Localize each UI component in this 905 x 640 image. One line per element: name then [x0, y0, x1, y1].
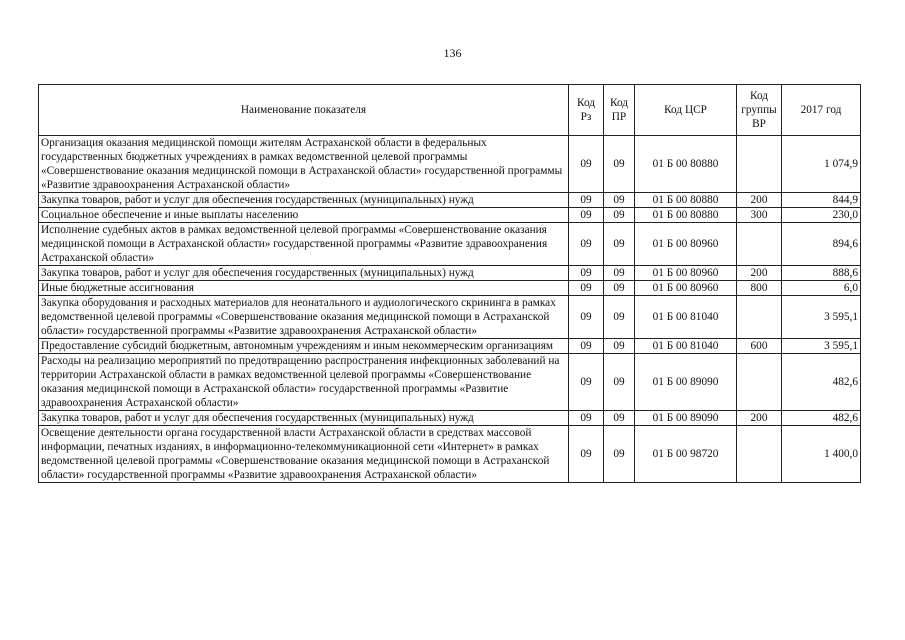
header-name: Наименование показателя — [39, 85, 569, 136]
row-pr: 09 — [604, 339, 635, 354]
row-rz: 09 — [569, 223, 604, 266]
row-csr: 01 Б 00 89090 — [635, 354, 737, 411]
row-csr: 01 Б 00 80960 — [635, 223, 737, 266]
row-pr: 09 — [604, 354, 635, 411]
row-amount: 3 595,1 — [782, 339, 861, 354]
row-name: Закупка товаров, работ и услуг для обеспечения государственных (муниципальных) нужд — [39, 193, 569, 208]
row-amount: 844,9 — [782, 193, 861, 208]
row-name: Освещение деятельности органа государственной власти Астраханской области в средствах массовой информации, печатных изданиях, в информационно-телекоммуникационной сети «Интернет» в рамках ведомственной целевой программы «Совершенствование оказания медицинской помощи в Астраханской области» государственной программы «Развитие здравоохранения Астраханской области» — [39, 426, 569, 483]
row-pr: 09 — [604, 411, 635, 426]
row-name: Организация оказания медицинской помощи жителям Астраханской области в федеральных государственных бюджетных учреждениях в рамках ведомственной целевой программы «Совершенствование оказания медицинской помощи в Астраханской области» государственной программы «Развитие здравоохранения Астраханской области» — [39, 136, 569, 193]
table-row — [39, 339, 861, 354]
table-row — [39, 426, 861, 483]
row-amount: 6,0 — [782, 281, 861, 296]
row-vr: 200 — [737, 193, 782, 208]
row-csr: 01 Б 00 80880 — [635, 208, 737, 223]
row-vr — [737, 223, 782, 266]
row-pr: 09 — [604, 281, 635, 296]
row-vr: 200 — [737, 411, 782, 426]
row-name: Исполнение судебных актов в рамках ведомственной целевой программы «Совершенствование оказания медицинской помощи в Астраханской области» государственной программы «Развитие здравоохранения Астраханской области» — [39, 223, 569, 266]
table-row — [39, 266, 861, 281]
table-header-row — [39, 85, 861, 136]
row-csr: 01 Б 00 80880 — [635, 193, 737, 208]
row-amount: 482,6 — [782, 354, 861, 411]
row-pr: 09 — [604, 426, 635, 483]
row-rz: 09 — [569, 411, 604, 426]
row-csr: 01 Б 00 80960 — [635, 281, 737, 296]
row-amount: 230,0 — [782, 208, 861, 223]
table-body — [39, 136, 861, 483]
row-pr: 09 — [604, 266, 635, 281]
row-name: Предоставление субсидий бюджетным, автономным учреждениям и иным некоммерческим организациям — [39, 339, 569, 354]
row-vr: 600 — [737, 339, 782, 354]
budget-table — [38, 84, 861, 483]
row-amount: 3 595,1 — [782, 296, 861, 339]
row-amount: 1 074,9 — [782, 136, 861, 193]
row-pr: 09 — [604, 208, 635, 223]
row-name: Иные бюджетные ассигнования — [39, 281, 569, 296]
row-rz: 09 — [569, 426, 604, 483]
row-rz: 09 — [569, 136, 604, 193]
row-rz: 09 — [569, 193, 604, 208]
row-vr: 800 — [737, 281, 782, 296]
row-csr: 01 Б 00 98720 — [635, 426, 737, 483]
row-pr: 09 — [604, 193, 635, 208]
row-vr — [737, 136, 782, 193]
row-amount: 482,6 — [782, 411, 861, 426]
row-name: Закупка оборудования и расходных материалов для неонатального и аудиологического скрининга в рамках ведомственной целевой программы «Совершенствование оказания медицинской помощи в Астраханской области» государственной программы «Развитие здравоохранения Астраханской области» — [39, 296, 569, 339]
row-vr: 300 — [737, 208, 782, 223]
header-pr: Код ПР — [604, 85, 635, 136]
row-vr — [737, 296, 782, 339]
row-pr: 09 — [604, 296, 635, 339]
row-name: Закупка товаров, работ и услуг для обеспечения государственных (муниципальных) нужд — [39, 266, 569, 281]
row-name: Расходы на реализацию мероприятий по предотвращению распространения инфекционных заболеваний на территории Астраханской области в рамках ведомственной целевой программы «Совершенствование оказания медицинской помощи в Астраханской области» государственной программы «Развитие здравоохранения Астраханской области» — [39, 354, 569, 411]
row-pr: 09 — [604, 136, 635, 193]
row-amount: 888,6 — [782, 266, 861, 281]
row-csr: 01 Б 00 80880 — [635, 136, 737, 193]
row-rz: 09 — [569, 339, 604, 354]
row-csr: 01 Б 00 89090 — [635, 411, 737, 426]
header-csr: Код ЦСР — [635, 85, 737, 136]
table-row — [39, 281, 861, 296]
table-row — [39, 411, 861, 426]
row-vr — [737, 354, 782, 411]
page-number: 136 — [443, 46, 462, 60]
table-row — [39, 136, 861, 193]
row-name: Социальное обеспечение и иные выплаты населению — [39, 208, 569, 223]
row-rz: 09 — [569, 266, 604, 281]
row-amount: 1 400,0 — [782, 426, 861, 483]
row-name: Закупка товаров, работ и услуг для обеспечения государственных (муниципальных) нужд — [39, 411, 569, 426]
row-csr: 01 Б 00 81040 — [635, 296, 737, 339]
header-rz: Код Рз — [569, 85, 604, 136]
row-rz: 09 — [569, 354, 604, 411]
table-row — [39, 193, 861, 208]
row-vr — [737, 426, 782, 483]
row-pr: 09 — [604, 223, 635, 266]
table-row — [39, 296, 861, 339]
row-rz: 09 — [569, 296, 604, 339]
table-row — [39, 354, 861, 411]
row-rz: 09 — [569, 281, 604, 296]
row-csr: 01 Б 00 81040 — [635, 339, 737, 354]
row-vr: 200 — [737, 266, 782, 281]
row-csr: 01 Б 00 80960 — [635, 266, 737, 281]
table-row — [39, 208, 861, 223]
header-vr: Код группы ВР — [737, 85, 782, 136]
row-amount: 894,6 — [782, 223, 861, 266]
table-row — [39, 223, 861, 266]
row-rz: 09 — [569, 208, 604, 223]
header-year: 2017 год — [782, 85, 861, 136]
